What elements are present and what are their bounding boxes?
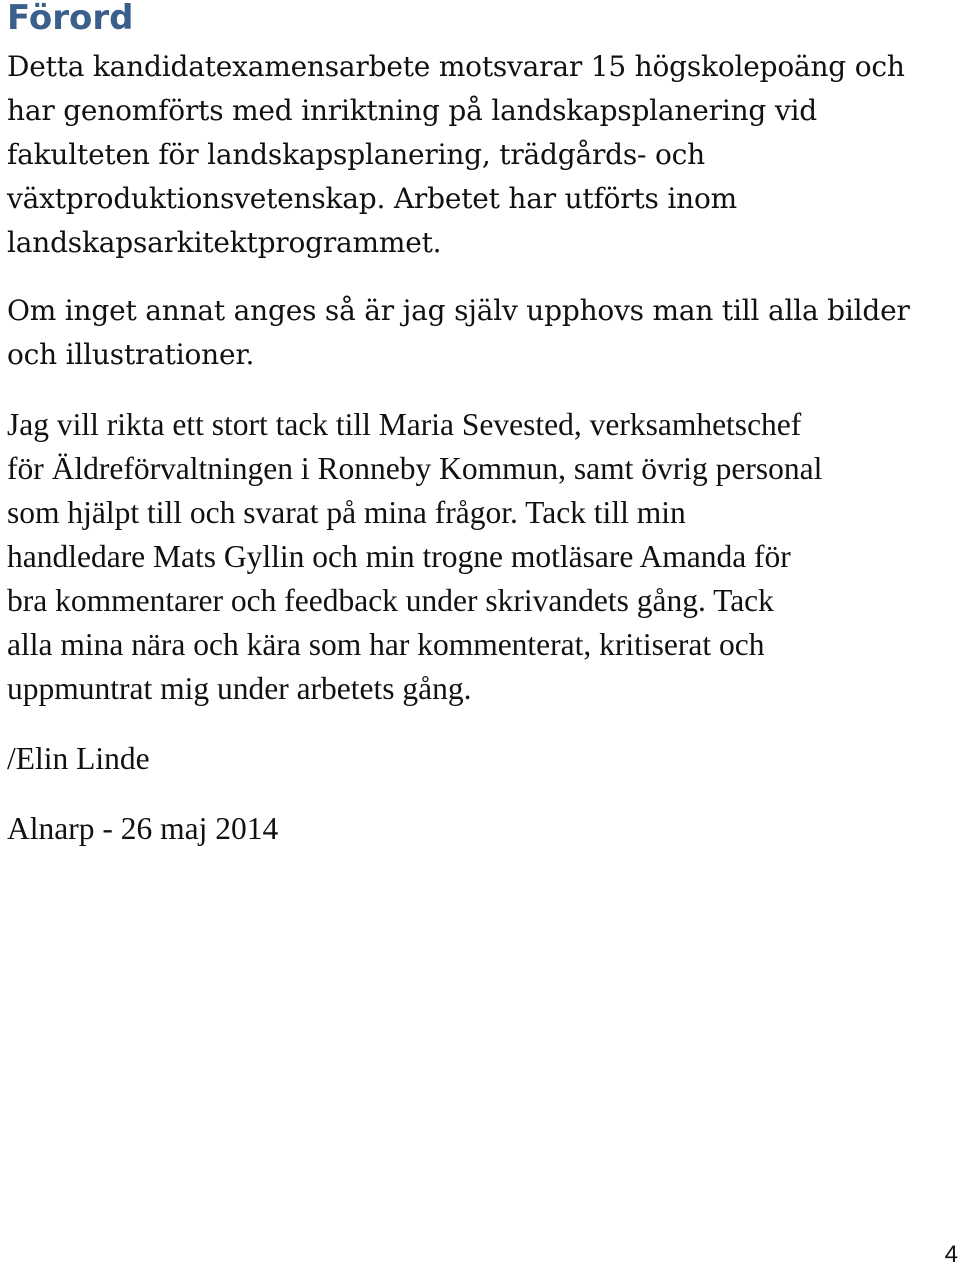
text-line: Jag vill rikta ett stort tack till Maria Sevested, verksamhetschef	[7, 407, 802, 442]
text-line: växtproduktionsvetenskap. Arbetet har utförts inom	[7, 182, 738, 215]
paragraph-image-credits	[7, 289, 937, 377]
text-line: landskapsarkitektprogrammet.	[7, 226, 442, 259]
text-line: som hjälpt till och svarat på mina frågor. Tack till min	[7, 495, 686, 530]
text-line: Om inget annat anges så är jag själv upphovs man till alla bilder	[7, 294, 910, 327]
paragraph-acknowledgements	[7, 403, 937, 711]
text-line: uppmuntrat mig under arbetets gång.	[7, 671, 472, 706]
text-line: bra kommentarer och feedback under skrivandets gång. Tack	[7, 583, 774, 618]
signature: /Elin Linde	[7, 741, 150, 776]
page-heading: Förord	[7, 0, 134, 38]
text-line: för Äldreförvaltningen i Ronneby Kommun, samt övrig personal	[7, 451, 823, 486]
paragraph-program-info	[7, 45, 937, 265]
text-line: Detta kandidatexamensarbete motsvarar 15 högskolepoäng och	[7, 50, 905, 83]
text-line: alla mina nära och kära som har kommenterat, kritiserat och	[7, 627, 765, 662]
place-date: Alnarp - 26 maj 2014	[7, 811, 279, 846]
page-number: 4	[944, 1241, 958, 1268]
text-line: och illustrationer.	[7, 338, 255, 371]
text-line: handledare Mats Gyllin och min trogne motläsare Amanda för	[7, 539, 791, 574]
text-line: fakulteten för landskapsplanering, trädgårds- och	[7, 138, 705, 171]
text-line: har genomförts med inriktning på landskapsplanering vid	[7, 94, 817, 127]
